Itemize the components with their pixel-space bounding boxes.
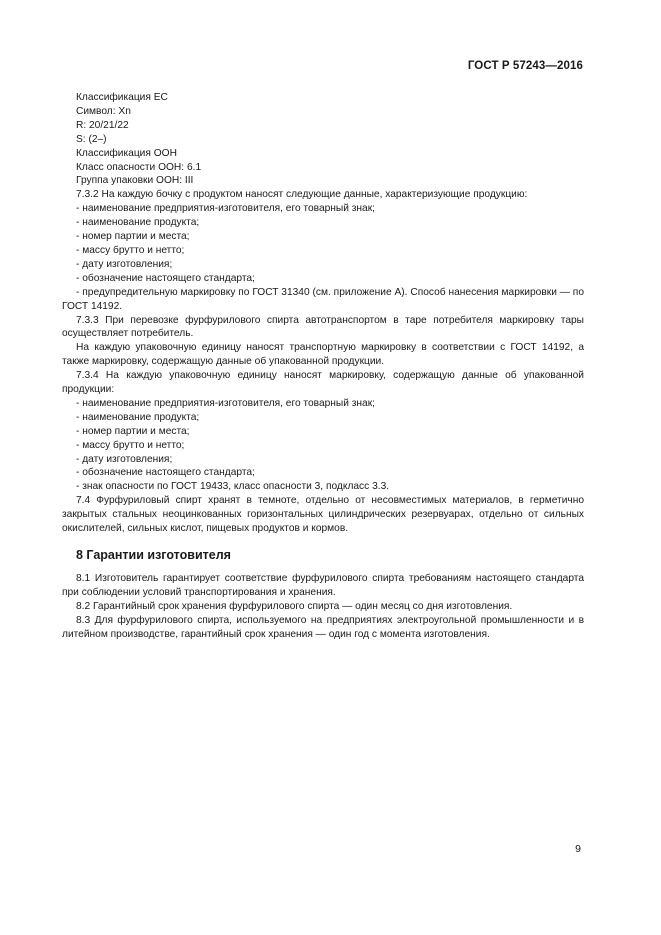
classification-line: Символ: Xn (76, 105, 131, 117)
page-number: 9 (575, 843, 581, 855)
list-item: - наименование предприятия-изготовителя, его товарный знак; (76, 203, 376, 215)
list-item: - массу брутто и нетто; (76, 439, 185, 451)
paragraph-8-1: 8.1 Изготовитель гарантирует соответствие фурфурилового спирта требованиям настоящего стандарта при соблюдении условий транспортирования и хранения. (62, 572, 584, 598)
classification-line: Классификация ООН (76, 147, 177, 159)
paragraph-8-2: 8.2 Гарантийный срок хранения фурфурилового спирта — один месяц со дня изготовления. (76, 600, 513, 612)
paragraph-7-3-3-cont: На каждую упаковочную единицу наносят транспортную маркировку в соответствии с ГОСТ 14192, а также маркировку, содержащую данные об упакованной продукции. (62, 342, 584, 368)
classification-line: Класс опасности ООН: 6.1 (76, 161, 202, 173)
list-item: - наименование продукта; (76, 411, 200, 423)
list-item: - массу брутто и нетто; (76, 244, 185, 256)
classification-line: Группа упаковки ООН: III (76, 175, 194, 187)
classification-line: Классификация ЕС (76, 92, 168, 103)
list-item: - номер партии и места; (76, 231, 190, 243)
list-item: - предупредительную маркировку по ГОСТ 31340 (см. приложение А). Способ нанесения маркировки — по ГОСТ 14192. (62, 286, 584, 312)
document-body (62, 91, 584, 641)
list-item: - обозначение настоящего стандарта; (76, 272, 255, 284)
list-item: - знак опасности по ГОСТ 19433, класс опасности 3, подкласс 3.3. (76, 481, 390, 493)
section-8-title: 8 Гарантии изготовителя (76, 548, 231, 562)
list-item: - наименование предприятия-изготовителя, его товарный знак; (76, 397, 376, 409)
paragraph-7-3-2-intro: 7.3.2 На каждую бочку с продуктом наносят следующие данные, характеризующие продукцию: (76, 189, 528, 201)
list-item: - обозначение настоящего стандарта; (76, 467, 255, 479)
classification-line: S: (2–) (76, 133, 107, 145)
list-item: - дату изготовления; (76, 453, 173, 465)
list-item: - номер партии и места; (76, 425, 190, 437)
list-item: - наименование продукта; (76, 217, 200, 229)
list-item: - дату изготовления; (76, 258, 173, 270)
paragraph-7-3-3: 7.3.3 При перевозке фурфурилового спирта автотранспортом в таре потребителя маркировку тары осуществляет потребитель. (62, 314, 584, 340)
standard-number: ГОСТ Р 57243—2016 (467, 60, 583, 72)
paragraph-8-3: 8.3 Для фурфурилового спирта, используемого на предприятиях электроугольной промышленности и в литейном производстве, гарантийный срок хранения — один год с момента изготовления. (62, 614, 584, 640)
classification-line: R: 20/21/22 (76, 119, 129, 131)
paragraph-7-4: 7.4 Фурфуриловый спирт хранят в темноте, отдельно от несовместимых материалов, в герметично закрытых стальных неоцинкованных горизонтальных цилиндрических резервуарах, отдельно от сильных окислителей, сильных кислот, пищевых продуктов и кормов. (62, 495, 584, 535)
paragraph-7-3-4-intro: 7.3.4 На каждую упаковочную единицу наносят маркировку, содержащую данные об упакованной продукции: (62, 370, 584, 396)
